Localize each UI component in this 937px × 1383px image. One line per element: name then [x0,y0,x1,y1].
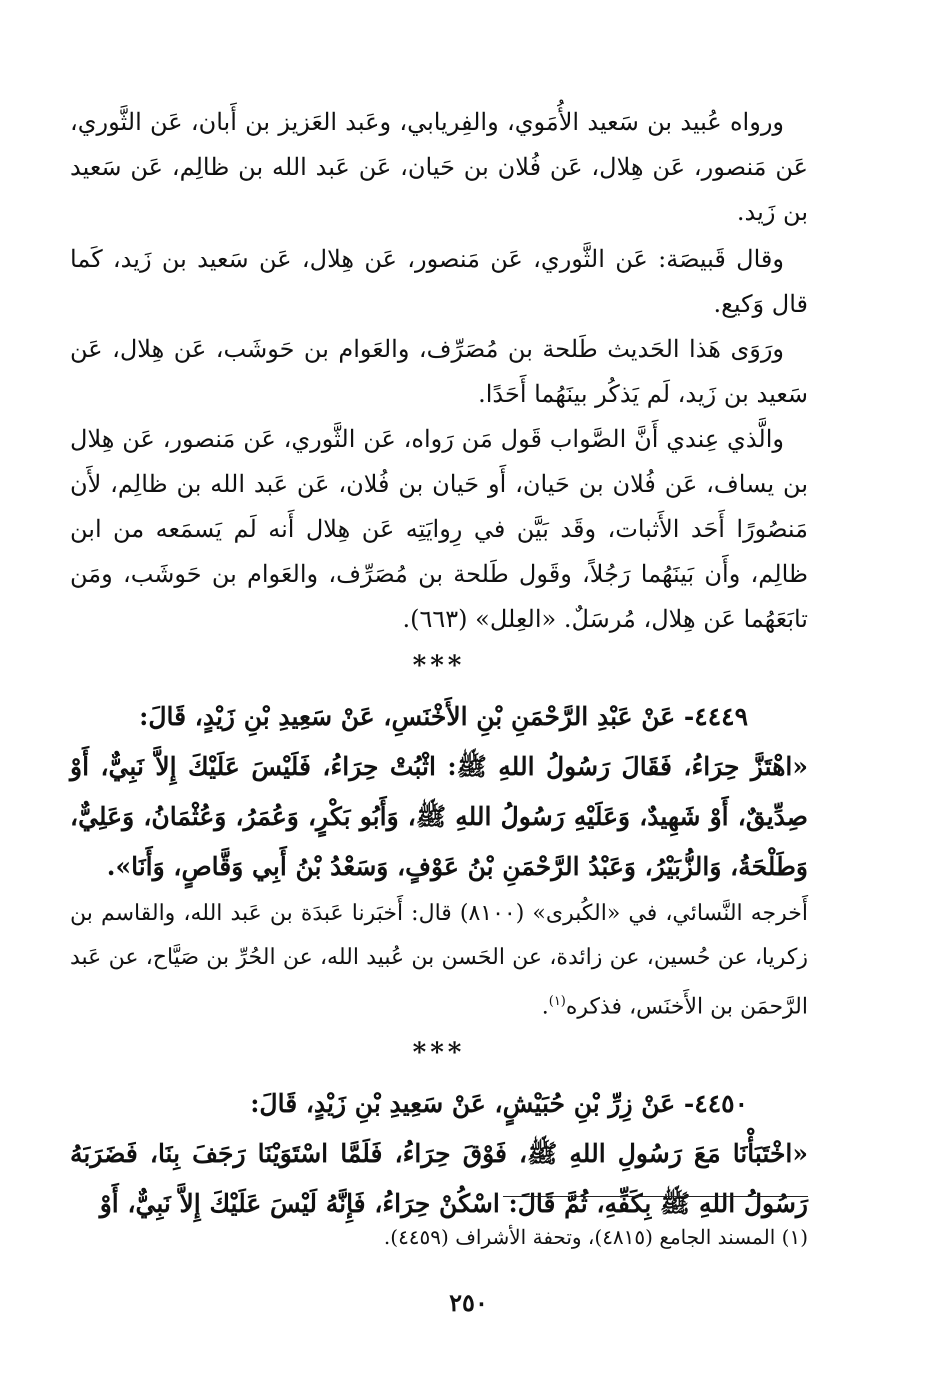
takhrij-end: . [541,994,549,1020]
footnote-divider [503,1196,808,1197]
section-separator-2: *** [412,1038,466,1069]
paragraph-qabisa: وقال قَبيصَة: عَن الثَّوري، عَن مَنصور، عَن هِلال، عَن سَعيد بن زَيد، كَما قال وَكيع. [70,245,808,318]
hadith-4450-text: «اخْتَبَأْنَا مَعَ رَسُولِ اللهِ ﷺ، فَوْقَ حِرَاءُ، فَلَمَّا اسْتَوَيْنَا رَجَفَ بِنَا، فَضَرَبَهُ رَسُولُ اللهِ ﷺ بِكَفِّهِ، ثُمَّ قَالَ: اسْكُنْ حِرَاءُ، فَإِنَّهُ لَيْسَ عَلَيْكَ إِلاَّ نَبِيٌّ، أَوْ [70,1139,809,1219]
hadith-4449-text: «اهْتَزَّ حِرَاءُ، فَقَالَ رَسُولُ اللهِ ﷺ: اثْبُتْ حِرَاءُ، فَلَيْسَ عَلَيْكَ إِلاَّ نَبِيٌّ، أَوْ صِدِّيقٌ، أَوْ شَهِيدٌ، وَعَلَيْهِ رَسُولُ اللهِ ﷺ، وَأَبُو بَكْرٍ، وَعُمَرُ، وَعُثْمَانُ، وَعَلِيٌّ، وَطَلْحَةُ، وَالزُّبَيْرُ، وَعَبْدُ الرَّحْمَنِ بْنُ عَوْفٍ، وَسَعْدُ بْنُ أَبِي وَقَّاصٍ، وَأَنَا». [70,752,808,881]
paragraph-riwaya-ubayd: ورواه عُبيد بن سَعيد الأُمَوي، والفِريابي، وعَبد العَزيز بن أَبان، عَن الثَّوري، عَن مَنصور، عَن هِلال، عَن فُلان بن حَيان، عَن عَبد الله بن ظالِم، عَن سَعيد بن زَيد. [70,108,809,226]
hadith-4449-heading: ٤٤٤٩- عَنْ عَبْدِ الرَّحْمَنِ بْنِ الأَخْنَسِ، عَنْ سَعِيدِ بْنِ زَيْدٍ، قَالَ: [139,702,748,731]
section-separator: *** [412,651,466,681]
main-text [70,100,808,1229]
paragraph-ilal-conclusion: والَّذي عِندي أَنَّ الصَّواب قَول مَن رَواه، عَن الثَّوري، عَن مَنصور، عَن هِلال بن يساف، عَن فُلان بن حَيان، أَو حَيان بن فُلان، عَن عَبد الله بن ظالِم، لأَن مَنصُورًا أَحَد الأَثبات، وقَد بَيَّن في رِوايَتِه عَن هِلال أَنه لَم يَسمَعه من ابن ظالِم، وأَن بَينَهُما رَجُلاً، وقَول طَلحة بن مُصَرِّف، والعَوام بن حَوشَب، ومَن تابَعَهُما عَن هِلال، مُرسَلٌ. «العِلل» (٦٦٣). [70,425,809,633]
paragraph-talha: ورَوَى هَذا الحَديث طَلحة بن مُصَرِّف، والعَوام بن حَوشَب، عَن هِلال، عَن سَعيد بن زَيد، لَم يَذكُر بينَهُما أَحَدًا. [70,335,808,408]
hadith-4449-takhrij [70,892,808,1029]
page-number: ٢٥٠ [449,1288,488,1317]
takhrij-text: أَخرجه النَّسائي، في «الكُبرى» (٨١٠٠) قال: أَخبَرنا عَبدَة بن عَبد الله، والقاسم بن زكريا، عن حُسين، عن زائدة، عن الحَسن بن عُبيد الله، عن الحُرِّ بن صَيَّاح، عن عَبد الرَّحمَن بن الأَخنَس، فذكره [70,901,808,1020]
hadith-4450-heading: ٤٤٥٠- عَنْ زِرِّ بْنِ حُبَيْشٍ، عَنْ سَعِيدِ بْنِ زَيْدٍ، قَالَ: [250,1089,748,1119]
footnote-marker: (١) [548,994,566,1009]
footnote: (١) المسند الجامع (٤٨١٥)، وتحفة الأشراف (٤٤٥٩). [383,1225,808,1249]
